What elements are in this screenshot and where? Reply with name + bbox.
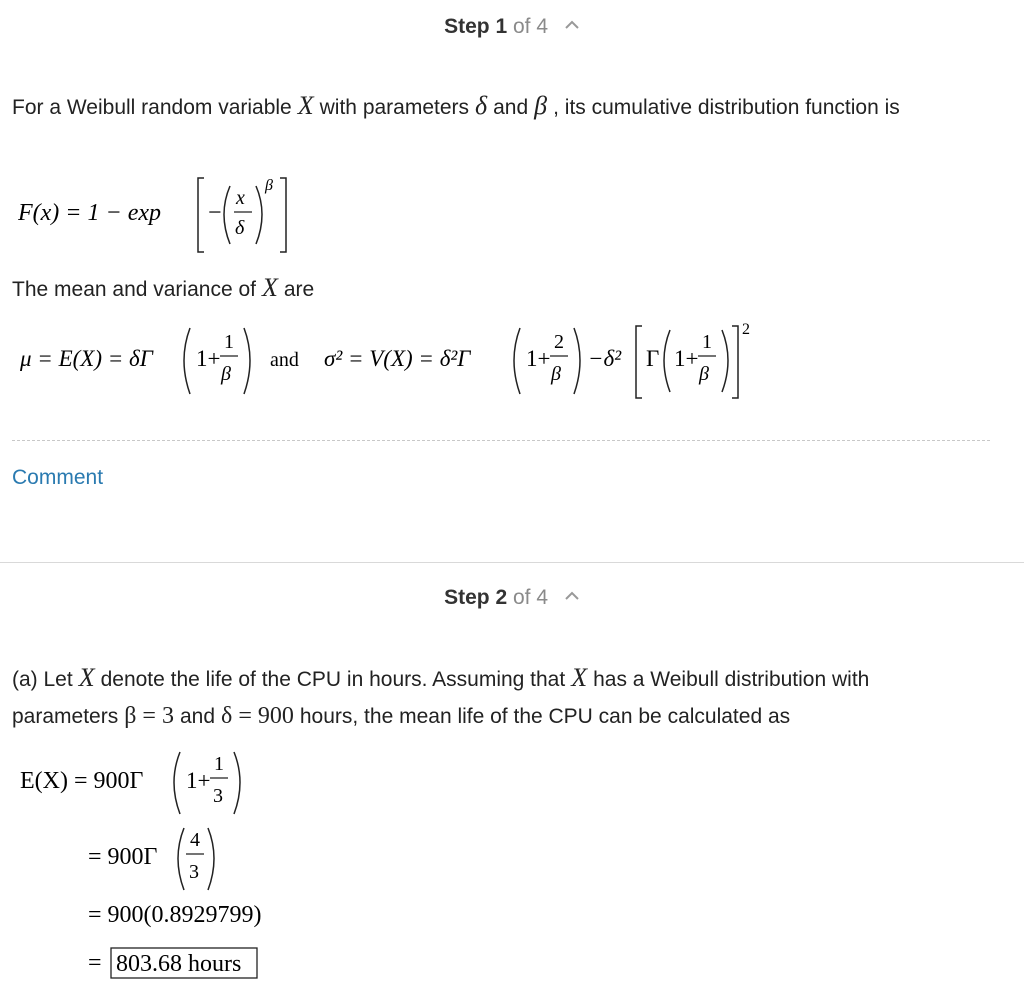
svg-text:2: 2 [742,321,750,338]
step-2-label: Step 2 [444,586,508,609]
svg-text:β: β [265,177,273,194]
and-label: and [270,349,299,371]
var-x-4: X [571,663,588,692]
svg-text:−: − [208,200,222,226]
svg-text:3: 3 [213,785,223,807]
param-beta: β [534,91,548,120]
svg-text:1+: 1+ [186,768,211,793]
param-delta: δ [475,91,488,120]
step-1-intro: For a Weibull random variable X with parameters δ and β , its cumulative distribution function is [12,91,900,120]
svg-text:1+: 1+ [526,346,551,371]
step-1-label: Step 1 [444,15,508,38]
svg-text:β: β [699,363,709,385]
dashed-divider [12,440,990,441]
mean-variance-intro: The mean and variance of X are [12,273,315,302]
svg-text:1: 1 [702,331,712,353]
svg-text:1+: 1+ [674,346,699,371]
svg-text:1: 1 [224,331,234,353]
svg-text:2: 2 [554,331,564,353]
svg-text:4: 4 [190,829,200,851]
variance-lhs: σ² = V(X) = δ²Γ [324,346,471,371]
chevron-up-icon[interactable] [564,582,580,608]
svg-text:3: 3 [189,861,199,883]
comment-link[interactable]: Comment [12,466,104,489]
svg-text:Γ: Γ [646,346,660,371]
svg-text:δ: δ [235,217,245,239]
beta-value: β = 3 [124,703,174,729]
svg-text:−δ²: −δ² [588,346,622,371]
svg-text:β: β [551,363,561,385]
calc-line-1-lhs: E(X) = 900Γ [20,768,144,794]
section-separator [0,562,1024,563]
step-2-intro: (a) Let X denote the life of the CPU in hours. Assuming that X has a Weibull distribution with parameters β = 3 and δ = 900 hours, the mean life of the CPU can be calculated as [12,663,870,729]
cdf-lhs: F(x) = 1 − exp [18,200,161,226]
result-value: 803.68 hours [116,951,242,977]
var-x-2: X [261,273,278,302]
var-x-3: X [78,663,95,692]
mean-lhs: μ = E(X) = δΓ [20,346,153,371]
mean-calculation [20,740,320,995]
delta-value: δ = 900 [221,703,294,729]
calc-line-4-eq: = [88,950,102,976]
cdf-formula [18,168,298,263]
calc-line-2-lhs: = 900Γ [88,844,158,870]
svg-text:1+: 1+ [196,346,221,371]
step-2-of-total: of 4 [513,586,549,609]
svg-text:1: 1 [214,753,224,775]
var-x: X [297,91,314,120]
step-2-header[interactable] [0,585,1024,611]
chevron-up-icon[interactable] [564,11,580,37]
calc-line-3: = 900(0.8929799) [88,902,262,928]
mean-variance-formula [20,318,820,409]
svg-text:x: x [236,187,245,209]
step-1-header[interactable] [0,14,1024,40]
svg-text:β: β [221,363,231,385]
step-1-of-total: of 4 [513,15,549,38]
